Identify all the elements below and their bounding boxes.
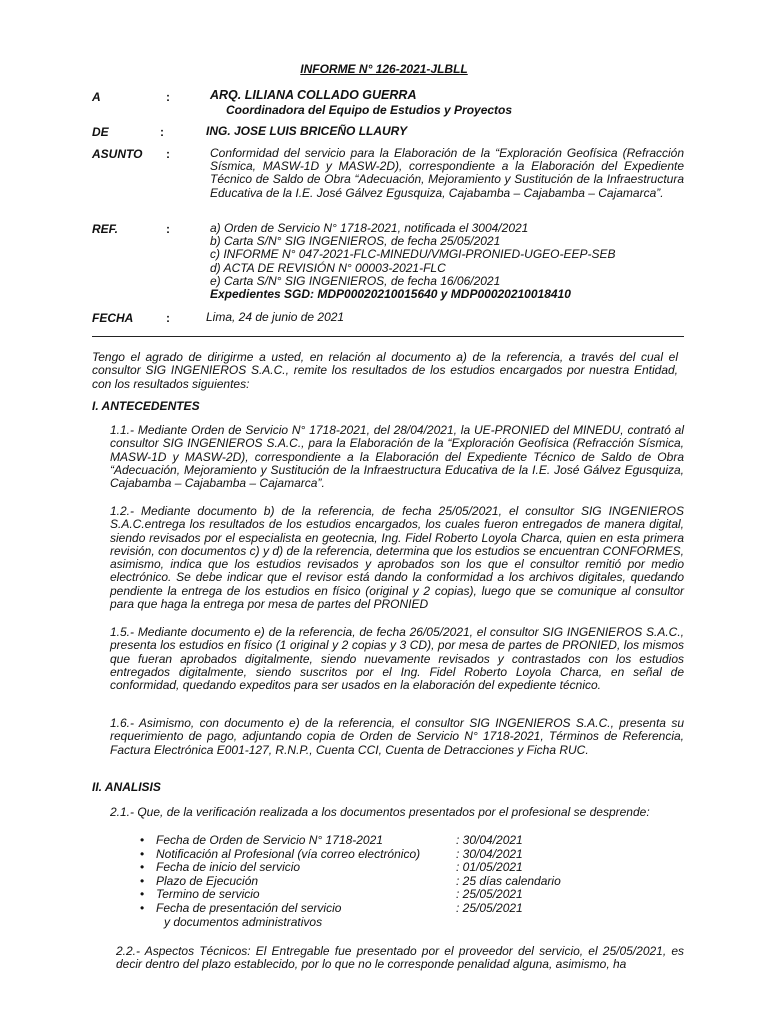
ref-item: d) ACTA DE REVISIÓN N° 00003-2021-FLC (210, 260, 446, 275)
to-colon: : (166, 90, 170, 104)
to-name: ARQ. LILIANA COLLADO GUERRA (210, 88, 417, 102)
ref-item: e) Carta S/N° SIG INGENIEROS, de fecha 16/06/2021 (210, 273, 501, 288)
item-number: 1.5.- (110, 625, 135, 639)
item-number: 1.2.- (110, 504, 135, 518)
item-text: Mediante documento b) de la referencia, de fecha 25/05/2021, el consultor SIG INGENIEROS S.A.C.entrega los resultados de los estudios encargados, los cuales fueron entregados de manera digital, siendo revisados por el especialista en geotecnia, Ing. Fidel Roberto Loyola Charca, quien en esta primera revisión, con documentos c) y d) de la referencia, determina que los estudios se encuentran CONFORMES, asimismo, indica que los estudios revisados y aprobados son los que el consultor remitió por medio electrónico. Se debe indicar que el revisor está dando la conformidad a los archivos digitales, quedando pendiente la entrega de los estudios en físico (original y 2 copias), luego que se comunique al consultor para que haga la entrega por mesa de partes del PRONIED (110, 504, 684, 612)
item-text: Asimismo, con documento e) de la referencia, el consultor SIG INGENIEROS S.A.C., presenta su requerimiento de pago, adjuntando copia de Orden de Servicio N° 1718-2021, Términos de Referencia, Factura Electrónica E001-127, R.N.P., Cuenta CCI, Cuenta de Detracciones y Ficha RUC. (110, 716, 684, 757)
date-text: Lima, 24 de junio de 2021 (206, 310, 345, 324)
list-item: • Fecha de presentación del servicio : 25/05/2021 (140, 900, 523, 915)
section-analisis-heading: II. ANALISIS (92, 780, 161, 794)
intro-paragraph: Tengo el agrado de dirigirme a usted, en relación al documento a) de la referencia, a través del cual el consultor SIG INGENIEROS S.A.C., remite los resultados de los estudios encargados por nuestra Entidad, con los resultados siguientes: (92, 350, 678, 391)
to-role: Coordinadora del Equipo de Estudios y Proyectos (226, 103, 513, 117)
ref-item: b) Carta S/N° SIG INGENIEROS, de fecha 25/05/2021 (210, 234, 501, 249)
date-label: FECHA (92, 311, 134, 325)
header-divider (92, 336, 684, 337)
subject-label: ASUNTO (92, 147, 143, 161)
to-label: A (92, 90, 101, 104)
bullet-icon: • (140, 873, 145, 888)
list-item: • Plazo de Ejecución : 25 días calendario (140, 873, 561, 888)
ref-expedientes: Expedientes SGD: MDP00020210015640 y MDP00020210018410 (210, 287, 571, 302)
antecedente-1-5 (110, 626, 684, 692)
subject-text: Conformidad del servicio para la Elaboración de la “Exploración Geofísica (Refracción Sísmica, MASW-1D y MASW-2D), correspondiente a la Elaboración del Expediente Técnico de Saldo de Obra “Adecuación, Mejoramiento y Sustitución de la Infraestructura Educativa de la I.E. José Gálvez Egusquiza, Cajabamba – Cajabamba – Cajamarca”. (210, 146, 684, 200)
ref-item: a) Orden de Servicio N° 1718-2021, notificada el 3004/2021 (210, 221, 529, 235)
bullet-icon: • (140, 900, 145, 915)
ref-label: REF. (92, 222, 119, 236)
analisis-2-1: 2.1.- Que, de la verificación realizada a los documentos presentados por el profesional se desprende: (110, 805, 650, 819)
section-antecedentes-heading: I. ANTECEDENTES (92, 399, 200, 413)
antecedente-1-1 (110, 424, 684, 490)
list-item: • Fecha de Orden de Servicio N° 1718-2021 : 30/04/2021 (140, 833, 523, 847)
date-colon: : (166, 311, 170, 325)
item-number: 1.6.- (110, 716, 135, 730)
from-name: ING. JOSE LUIS BRICEÑO LLAURY (206, 124, 408, 138)
antecedente-1-2 (110, 505, 684, 611)
antecedente-1-6 (110, 717, 684, 757)
list-item: • Notificación al Profesional (vía correo electrónico) : 30/04/2021 (140, 846, 523, 861)
bullet-icon: • (140, 846, 145, 861)
bullet-icon: • (140, 833, 145, 847)
ref-list (210, 222, 684, 301)
list-item: • Termino de servicio : 25/05/2021 (140, 887, 523, 902)
report-title: INFORME N° 126-2021-JLBLL (300, 62, 468, 76)
list-item-continuation: y documentos administrativos (164, 914, 323, 929)
from-label: DE (92, 125, 109, 139)
bullet-icon: • (140, 860, 145, 875)
analisis-2-2: 2.2.- Aspectos Técnicos: El Entregable fue presentado por el proveedor del servicio, el 25/05/2021, es decir dentro del plazo establecido, por lo que no le corresponde penalidad alguna, asimismo, ha (116, 944, 684, 972)
ref-colon: : (166, 222, 170, 236)
service-dates-list (140, 834, 590, 929)
subject-colon: : (166, 147, 170, 161)
list-item: • Fecha de inicio del servicio : 01/05/2021 (140, 860, 523, 875)
item-number: 1.1.- (110, 423, 135, 437)
bullet-icon: • (140, 887, 145, 902)
ref-item: c) INFORME N° 047-2021-FLC-MINEDU/VMGI-PRONIED-UGEO-EEP-SEB (210, 247, 616, 262)
from-colon: : (160, 125, 164, 139)
item-text: Mediante documento e) de la referencia, de fecha 26/05/2021, el consultor SIG INGENIEROS S.A.C., presenta los estudios en físico (1 original y 2 copias y 3 CD), por mesa de partes de PRONIED, los mismos que fueran aprobados digitalmente, siendo nuevamente revisados y contrastados con los estudios entregados digitalmente, siendo suscritos por el Ing. Fidel Roberto Loyola Charca, en señal de conformidad, quedando expeditos para ser usados en la elaboración del expediente técnico. (110, 625, 684, 693)
item-text: Mediante Orden de Servicio N° 1718-2021, del 28/04/2021, la UE-PRONIED del MINEDU, contrató al consultor SIG INGENIEROS S.A.C., para la Elaboración de la “Exploración Geofísica (Refracción Sísmica, MASW-1D y MASW-2D), correspondiente a la Elaboración del Expediente Técnico de Saldo de Obra “Adecuación, Mejoramiento y Sustitución de la Infraestructura Educativa de la I.E. José Gálvez Egusquiza, Cajabamba – Cajabamba – Cajamarca”. (110, 423, 684, 491)
